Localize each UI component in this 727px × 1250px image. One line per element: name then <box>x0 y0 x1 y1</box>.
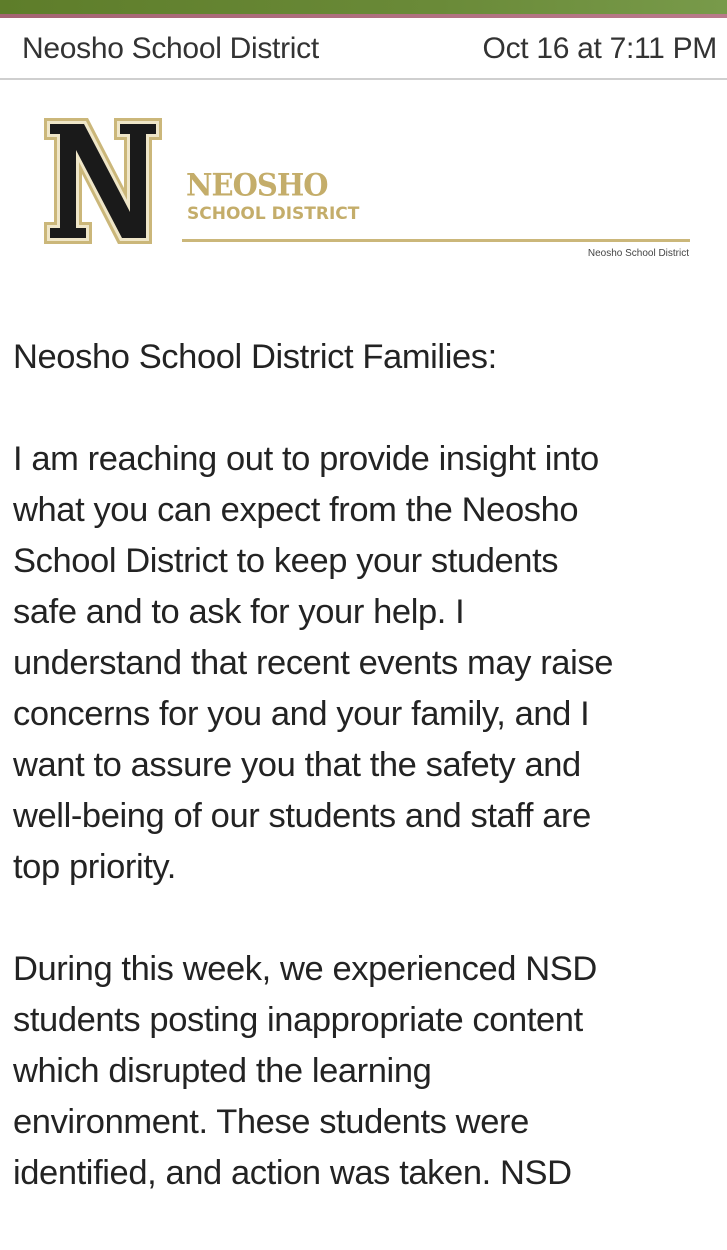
message-timestamp: Oct 16 at 7:11 PM <box>482 32 717 65</box>
paragraph-incident <box>13 944 725 1199</box>
message-header <box>0 18 727 80</box>
neosho-n-logo-icon <box>44 118 162 244</box>
text-line: identified, and action was taken. NSD <box>13 1154 572 1192</box>
logo-caption: Neosho School District <box>587 248 689 259</box>
app-top-bar <box>0 0 727 14</box>
text-line: top priority. <box>13 848 176 886</box>
greeting: Neosho School District Families: <box>13 338 497 376</box>
logo-subtitle: SCHOOL DISTRICT <box>187 204 360 224</box>
sender-name[interactable]: Neosho School District <box>22 32 319 65</box>
text-line: safe and to ask for your help. I <box>13 593 465 631</box>
paragraph-intro <box>13 434 725 893</box>
text-line: During this week, we experienced NSD <box>13 950 597 988</box>
text-line: students posting inappropriate content <box>13 1001 583 1039</box>
text-line: School District to keep your students <box>13 542 559 580</box>
logo-title: NEOSHO <box>186 167 328 203</box>
text-line: environment. These students were <box>13 1103 529 1141</box>
text-line: what you can expect from the Neosho <box>13 491 579 529</box>
text-line: I am reaching out to provide insight into <box>13 440 599 478</box>
text-line: want to assure you that the safety and <box>13 746 581 784</box>
text-line: which disrupted the learning <box>13 1052 432 1090</box>
district-logo-banner <box>0 110 727 270</box>
text-line: understand that recent events may raise <box>13 644 613 682</box>
message-body <box>13 332 725 1250</box>
logo-divider <box>182 239 690 242</box>
text-line: concerns for you and your family, and I <box>13 695 590 733</box>
text-line: well-being of our students and staff are <box>13 797 591 835</box>
